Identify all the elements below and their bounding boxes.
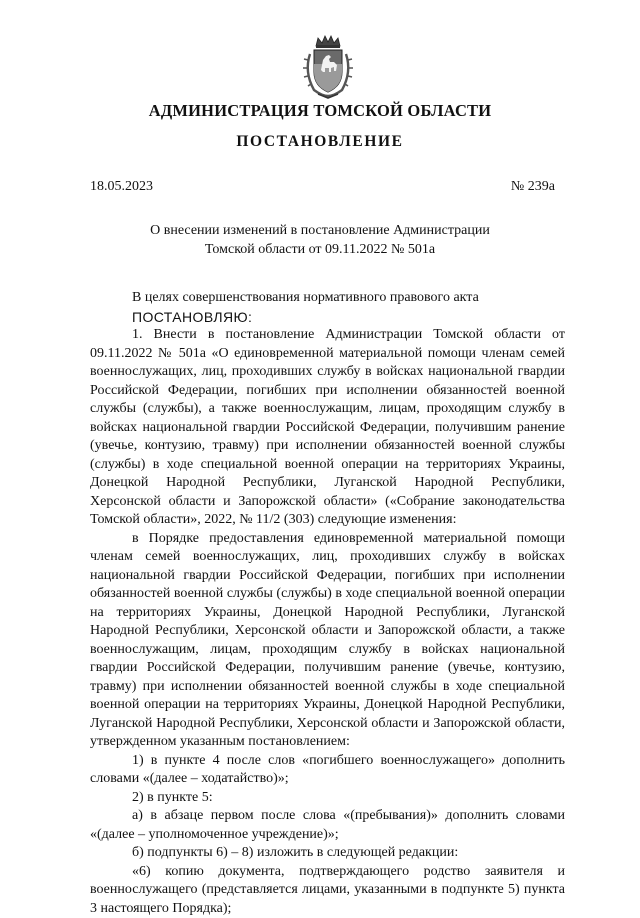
document-subject (0, 222, 640, 259)
subject-line-1: О внесении изменений в постановление Администрации (0, 222, 640, 241)
intro-paragraph: В целях совершенствования нормативного правового акта (90, 289, 565, 308)
paragraph-4: 2) в пункте 5: (90, 789, 565, 808)
document-date: 18.05.2023 (90, 179, 153, 195)
document-number: № 239а (511, 179, 555, 195)
document-type: ПОСТАНОВЛЕНИЕ (0, 133, 640, 151)
coat-of-arms-icon (296, 34, 360, 100)
paragraph-5: а) в абзаце первом после слова «(пребывания)» дополнить словами «(далее – уполномоченное учреждение)»; (90, 807, 565, 844)
organization-title: АДМИНИСТРАЦИЯ ТОМСКОЙ ОБЛАСТИ (0, 101, 640, 121)
paragraph-7: «6) копию документа, подтверждающего родство заявителя и военнослужащего (представляется лицами, указанными в подпункте 5) пункта 3 настоящего Порядка); (90, 863, 565, 918)
paragraph-3: 1) в пункте 4 после слов «погибшего военнослужащего» дополнить словами «(далее – ходатайство)»; (90, 752, 565, 789)
subject-line-2: Томской области от 09.11.2022 № 501а (0, 241, 640, 260)
paragraph-2: в Порядке предоставления единовременной материальной помощи членам семей военнослужащих, лиц, проходивших службу в войсках национальной гвардии Российской Федерации, погибших при исполнении обязанностей военной службы (службы) в ходе специальной военной операции на территориях Украины, Донецкой Народной Республики, Луганской Народной Республики, Херсонской области и Запорожской области, а также военнослужащим, лицам, проходящим службу в войсках национальной гвардии Российской Федерации, получившим ранение (увечье, контузию, травму) при исполнении обязанностей военной службы в ходе специальной военной операции на территориях Украины, Донецкой Народной Республики, Луганской Народной Республики, Херсонской области и Запорожской области, утвержденном указанным постановлением: (90, 530, 565, 752)
resolve-heading: ПОСТАНОВЛЯЮ: (90, 308, 565, 327)
paragraph-1: 1. Внести в постановление Администрации Томской области от 09.11.2022 № 501а «О единовременной материальной помощи членам семей военнослужащих, лиц, проходивших службу в войсках национальной гвардии Российской Федерации, погибших при исполнении обязанностей военной службы (службы), а также военнослужащим, лицам, проходящим службу в войсках национальной гвардии Российской Федерации, получившим ранение (увечье, контузию, травму) при исполнении обязанностей военной службы (службы) в ходе специальной военной операции на территориях Украины, Донецкой Народной Республики, Луганской Народной Республики, Херсонской области и Запорожской области» («Собрание законодательства Томской области», 2022, № 11/2 (303) следующие изменения: (90, 326, 565, 530)
document-body (90, 289, 565, 918)
paragraph-6: б) подпункты 6) – 8) изложить в следующей редакции: (90, 844, 565, 863)
